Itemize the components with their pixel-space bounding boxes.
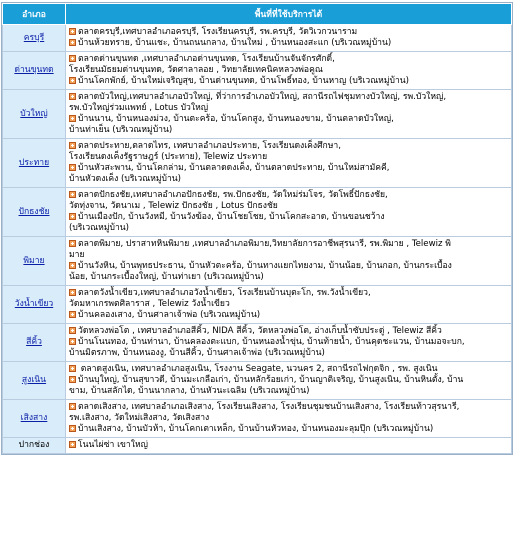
plus-icon: [69, 365, 76, 372]
area-text: บ้านท่าเย็น (บริเวณหมู่บ้าน): [69, 125, 173, 135]
area-line: [69, 190, 508, 201]
table-row: [3, 90, 512, 139]
plus-icon: [69, 441, 76, 448]
plus-icon: [69, 39, 76, 46]
area-line: [69, 440, 508, 451]
area-line: [69, 299, 508, 310]
plus-icon: [69, 403, 76, 410]
area-text: บ้านวังหิน, บ้านพุทธประธาน, บ้านหัวตะคร้อ, บ้านทางแยกไทยงาม, บ้านน้อย, บ้านกอก, บ้านกระเบื้อง: [78, 261, 452, 271]
area-text: ตลาดสูงเนิน, เทศบาลอำเภอสูงเนิน, โรงงาน Seagate, นวนคร 2, สถานีรถไฟกุดจิก , รพ. สูงเนิน: [78, 364, 438, 374]
service-areas-cell: [66, 139, 512, 188]
area-line: [69, 402, 508, 413]
area-text: บ้านบุใหญ่, บ้านสุขาวดี, บ้านมะเกลือเก่า, บ้านหลักร้อยเก่า, บ้านญาติเจริญ, บ้านสูงเนิน, บ้านหินตั้ง, บ้าน: [78, 375, 464, 385]
area-line: [69, 337, 508, 348]
area-line: [69, 114, 508, 125]
area-line: [69, 424, 508, 435]
service-areas-cell: [66, 25, 512, 52]
district-cell: [3, 324, 66, 362]
service-areas-cell: [66, 400, 512, 438]
area-line: [69, 201, 508, 212]
district-link[interactable]: บัวใหญ่: [20, 108, 48, 119]
area-text: (บริเวณหมู่บ้าน): [69, 223, 129, 233]
plus-icon: [69, 142, 76, 149]
district-cell: [3, 188, 66, 237]
area-line: [69, 54, 508, 65]
area-line: [69, 326, 508, 337]
service-areas-cell: [66, 237, 512, 286]
area-line: [69, 239, 508, 250]
district-cell: [3, 90, 66, 139]
area-line: [69, 250, 508, 261]
plus-icon: [69, 240, 76, 247]
area-text: ขาม, บ้านสลักได, บ้านนากลาง, บ้านหัวนะเฉลิม (บริเวณหมู่บ้าน): [69, 386, 310, 396]
area-text: บ้านเสิงสาง, บ้านบัวห้า, บ้านโคกเตาเหล็ก, บ้านบ้านหัวทอง, บ้านหนองมะลุมปุ๊ก (บริเวณหมู่บ้าน): [78, 424, 434, 434]
district-cell: [3, 400, 66, 438]
area-text: ตลาดประทาย,ตลาดไทร, เทศบาลอำเภอประทาย, โรงเรียนดงเค็งศึกษา,: [78, 141, 341, 151]
header-district: อำเภอ: [3, 4, 66, 25]
area-line: [69, 141, 508, 152]
area-line: [69, 212, 508, 223]
area-text: โรงเรียนมัธยมด่านขุนทด, วัดศาลาลอย , วิทยาลัยเทคนิคหลวงพ่อคูณ: [69, 65, 323, 75]
area-line: [69, 272, 508, 283]
district-cell: [3, 438, 66, 454]
service-areas-cell: [66, 90, 512, 139]
area-line: [69, 288, 508, 299]
table-row: [3, 52, 512, 90]
area-text: รพ.เสิงสาง, วัดใหม่เสิงสาง, วัดเสิงสาง: [69, 413, 210, 423]
header-service-areas: พื้นที่ที่ใช้บริการได้: [66, 4, 512, 25]
area-text: บ้านหัวสะพาน, บ้านโคกล่าม, บ้านตลาดดงเค็ง, บ้านตลาดประทาย, บ้านใหม่สามัคคี,: [78, 163, 390, 173]
area-line: [69, 163, 508, 174]
area-text: บ้านนาน, บ้านหนองม่วง, บ้านตะคร้อ, บ้านโคกสูง, บ้านหนองขาม, บ้านตลาดบัวใหญ่,: [78, 114, 394, 124]
table-row: [3, 400, 512, 438]
service-areas-cell: [66, 52, 512, 90]
area-line: [69, 348, 508, 359]
area-text: มาย: [69, 250, 85, 260]
table-row: [3, 139, 512, 188]
table-row: [3, 188, 512, 237]
area-text: ตลาดเสิงสาง, เทศบาลอำเภอเสิงสาง, โรงเรียนเสิงสาง, โรงเรียนชุมชนบ้านเสิงสาง, โรงเรียนท้าวสุรนารี,: [78, 402, 460, 412]
district-link[interactable]: พิมาย: [23, 255, 45, 266]
area-line: [69, 364, 508, 375]
area-text: บ้านเมืองปัก, บ้านวังหมี, บ้านวังฆ้อง, บ้านโชยโชย, บ้านโคกสะอาด, บ้านขอนชว้าง: [78, 212, 385, 222]
area-text: ตลาดครบุรี,เทศบาลอำเภอครบุรี, โรงเรียนครบุรี, รพ.ครบุรี, วัดวิเวกวนาราม: [78, 27, 358, 37]
table-header-row: [3, 4, 512, 25]
area-text: วัดมหาเกรพตศิลาราส , Telewiz วังน้ำเขียว: [69, 299, 230, 309]
area-line: [69, 92, 508, 103]
plus-icon: [69, 338, 76, 345]
area-line: [69, 27, 508, 38]
plus-icon: [69, 425, 76, 432]
coverage-table: [2, 3, 512, 454]
service-areas-cell: [66, 362, 512, 400]
district-link[interactable]: วังน้ำเขียว: [14, 299, 54, 309]
district-link[interactable]: ประทาย: [18, 157, 50, 168]
area-text: ตลาดพิมาย, ปราสาทหินพิมาย ,เทศบาลอำเภอพิมาย,วิทยาลัยการอาชีพสุรนารี, รพ.พิมาย , Telewiz พิ: [78, 239, 451, 249]
area-line: [69, 386, 508, 397]
district-link[interactable]: เสิงสาง: [20, 413, 48, 423]
table-row: [3, 237, 512, 286]
plus-icon: [69, 77, 76, 84]
area-line: [69, 261, 508, 272]
service-areas-cell: [66, 324, 512, 362]
plus-icon: [69, 327, 76, 334]
area-line: [69, 76, 508, 87]
area-line: [69, 375, 508, 386]
district-cell: [3, 362, 66, 400]
area-line: [69, 65, 508, 76]
area-text: วัดหลวงพ่อโต , เทศบาลอำเภอสีคิ้ว, NIDA สีคิ้ว, วัดหลวงพ่อโต, อ่างเก็บน้ำซับประดู่ , Telewiz สีคิ้ว: [78, 326, 442, 336]
table-row: [3, 324, 512, 362]
plus-icon: [69, 191, 76, 198]
area-line: [69, 38, 508, 49]
district-cell: [3, 237, 66, 286]
district-cell: [3, 286, 66, 324]
plus-icon: [69, 28, 76, 35]
district-link[interactable]: ปักธงชัย: [18, 206, 50, 217]
table-row: [3, 438, 512, 454]
service-areas-cell: [66, 188, 512, 237]
plus-icon: [69, 115, 76, 122]
district-cell: [3, 139, 66, 188]
area-line: [69, 125, 508, 136]
area-text: ตลาดปักธงชัย,เทศบาลอำเภอปักธงชัย, รพ.ปักธงชัย, วัดใหม่ร่มโจร, วัดโพธิ์ปักธงชัย,: [78, 190, 388, 200]
plus-icon: [69, 213, 76, 220]
area-line: [69, 174, 508, 185]
area-text: บ้านมิตรภาพ, บ้านหนองงู, บ้านสีคิ้ว, บ้านศาลเจ้าพ่อ (บริเวณหมู่บ้าน): [69, 348, 325, 358]
table-body: [3, 25, 512, 454]
area-text: โรงเรียนดงเค็งรัฐราษฎร์ (ประทาย), Telewiz ประทาย: [69, 152, 268, 162]
district-link[interactable]: สีคิ้ว: [26, 337, 42, 347]
table-row: [3, 362, 512, 400]
area-text: บ้านห้วยทราย, บ้านแชะ, บ้านถนนกลาง, บ้านใหม่ , บ้านหนองสะแก (บริเวณหมู่บ้าน): [78, 38, 392, 48]
table-row: [3, 286, 512, 324]
area-text: น้อย, บ้านกระเบื้องใหญ่, บ้านท่าเยา (บริเวณหมู่บ้าน): [69, 272, 264, 282]
area-text: วัดทุ่งจาน, วัดนาเม , Telewiz ปักธงชัย , Lotus ปักธงชัย: [69, 201, 278, 211]
plus-icon: [69, 55, 76, 62]
district-link[interactable]: ด่านขุนทด: [14, 65, 54, 75]
district-cell: [3, 25, 66, 52]
area-text: ตลาดวังน้ำเขียว,เทศบาลอำเภอวังน้ำเขียว, โรงเรียนบ้านบุตะโก, รพ.วังน้ำเขียว,: [78, 288, 371, 298]
area-line: [69, 103, 508, 114]
district-cell: [3, 52, 66, 90]
district-link[interactable]: ครบุรี: [23, 32, 45, 43]
area-text: โนนไผ่ซ่า เขาใหญ่: [78, 440, 148, 450]
area-line: [69, 310, 508, 321]
coverage-table-frame: [1, 2, 513, 455]
plus-icon: [69, 262, 76, 269]
plus-icon: [69, 289, 76, 296]
area-text: บ้านคลองเสาง, บ้านศาลาเจ้าพ่อ (บริเวณหมู่บ้าน): [78, 310, 261, 320]
district-link[interactable]: สูงเนิน: [21, 375, 47, 385]
area-text: ตลาดบัวใหญ่,เทศบาลอำเภอบัวใหญ่, ที่ว่าการอำเภอบัวใหญ่, สถานีรถไฟชุมทางบัวใหญ่, รพ.บัวใหญ่,: [78, 92, 447, 102]
area-text: บ้านโนนทอง, บ้านท่านา, บ้านคลองตะแบก, บ้านหนองน้ำขุ่น, บ้านท้ายน้ำ, บ้านคุดชะแวน, บ้านมอจะบก,: [78, 337, 465, 347]
area-text: บ้านหัวดงเค็ง (บริเวณหมู่บ้าน): [69, 174, 182, 184]
plus-icon: [69, 311, 76, 318]
service-areas-cell: [66, 286, 512, 324]
area-text: ตลาดด่านขุนทด ,เทศบาลอำเภอด่านขุนทด, โรงเรียนบ้านจันจักรศักดิ์,: [78, 54, 335, 64]
district-name: ปากช่อง: [18, 440, 50, 450]
plus-icon: [69, 164, 76, 171]
area-line: [69, 413, 508, 424]
service-areas-cell: [66, 438, 512, 454]
area-text: บ้านโคกพักย์, บ้านใหม่เจริญสุข, บ้านด่านขุนทด, บ้านโพธิ์ทอง, บ้านหาญ (บริเวณหมู่บ้าน): [78, 76, 410, 86]
area-text: รพ.บัวใหญ่ร่วมแพทย์ , Lotus บัวใหญ่: [69, 103, 209, 113]
area-line: [69, 223, 508, 234]
table-row: [3, 25, 512, 52]
plus-icon: [69, 93, 76, 100]
plus-icon: [69, 376, 76, 383]
area-line: [69, 152, 508, 163]
